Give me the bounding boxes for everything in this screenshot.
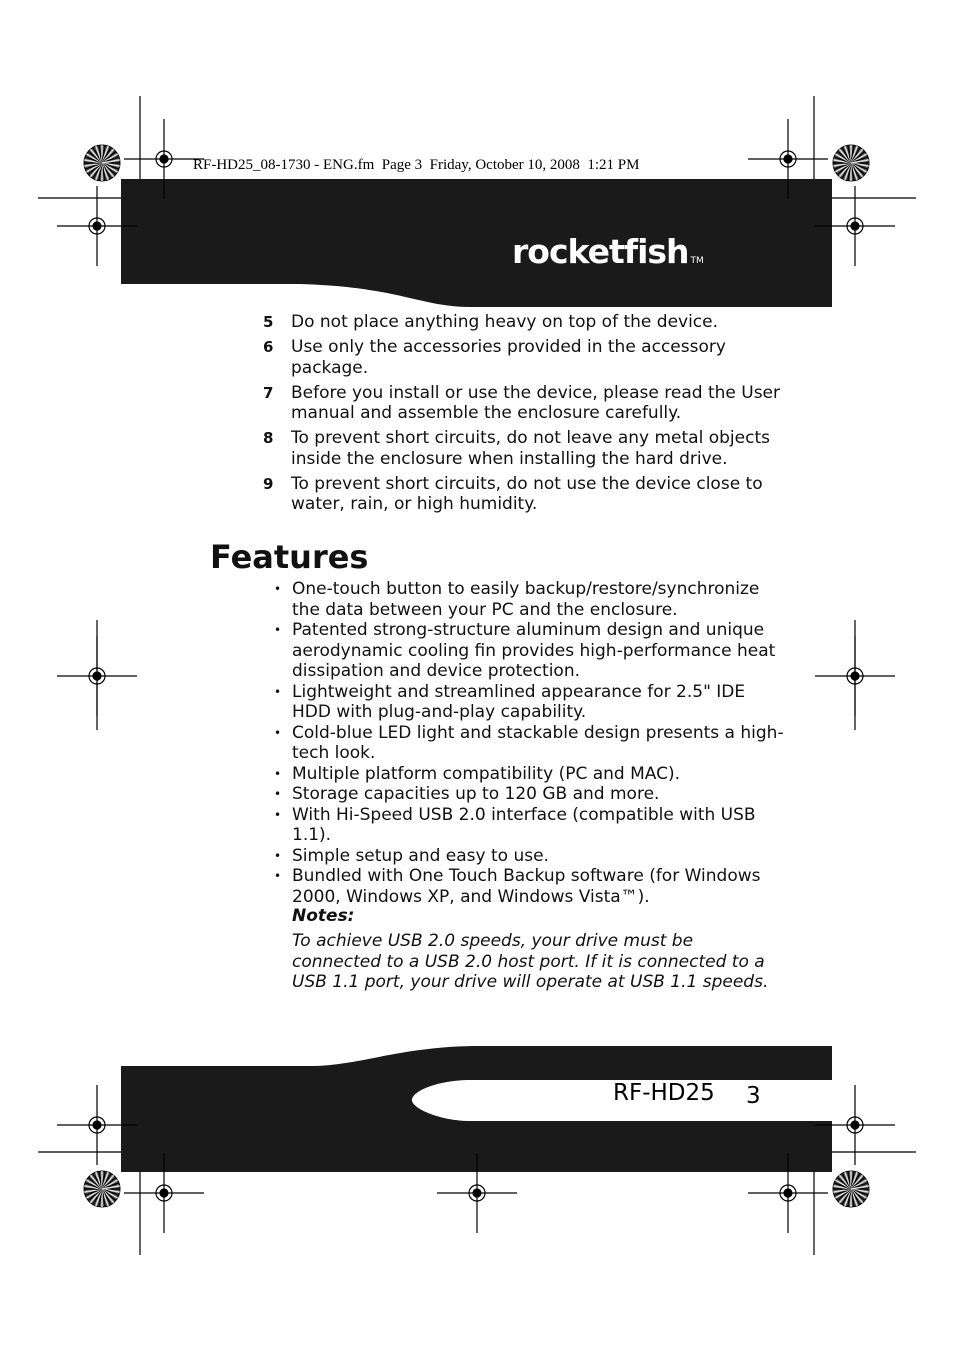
safety-item [263,383,783,424]
safety-item [263,312,783,333]
safety-item [263,474,783,515]
feature-item [274,620,784,682]
feature-text: Patented strong-structure aluminum design and unique aerodynamic cooling fin provides high-performance heat dissipation and device protection. [292,620,776,681]
safety-instructions-list [263,312,783,519]
item-text: Do not place anything heavy on top of the device. [291,312,719,332]
feature-text: Cold-blue LED light and stackable design presents a high-tech look. [292,722,784,763]
notes-text: To achieve USB 2.0 speeds, your drive must be connected to a USB 2.0 host port. If it is connected to a USB 1.1 port, your drive will operate at USB 1.1 speeds. [292,931,769,992]
bullet-icon: • [274,869,282,883]
bullet-icon: • [274,807,282,822]
feature-item [274,682,784,723]
feature-item [274,764,784,785]
item-text: To prevent short circuits, do not leave any metal objects inside the enclosure when installing the hard drive. [291,428,770,469]
bullet-icon: • [274,848,282,863]
feature-item [274,846,784,867]
item-number: 8 [263,429,274,447]
bullet-icon: • [274,787,282,801]
features-heading: Features [210,538,369,576]
bullet-icon: • [274,582,282,596]
rocketfish-logo: rocketfish TM [512,232,704,271]
item-number: 7 [263,383,274,402]
bullet-icon: • [274,725,282,740]
features-list [274,579,784,907]
item-number: 6 [263,338,274,356]
feature-text: Simple setup and easy to use. [292,845,549,866]
print-slug-line: RF-HD25_08-1730 - ENG.fm Page 3 Friday, October 10, 2008 1:21 PM [193,157,640,173]
feature-text: One-touch button to easily backup/restore/synchronize the data between your PC and the enclosure. [292,579,760,620]
notes-label: Notes: [292,906,355,926]
feature-text: Multiple platform compatibility (PC and MAC). [292,763,681,784]
feature-item [274,784,784,805]
feature-text: With Hi-Speed USB 2.0 interface (compatible with USB 1.1). [292,804,756,845]
item-number: 5 [263,313,274,331]
footer-model-name: RF-HD25 [613,1080,715,1106]
bullet-icon: • [274,766,282,781]
item-text: Before you install or use the device, please read the User manual and assemble the enclosure carefully. [291,382,780,423]
item-text: To prevent short circuits, do not use the device close to water, rain, or high humidity. [291,473,763,514]
feature-item [274,579,784,620]
feature-text: Lightweight and streamlined appearance for 2.5" IDE HDD with plug-and-play capability. [292,681,746,722]
safety-item [263,428,783,469]
safety-item [263,337,783,378]
feature-item [274,723,784,764]
header-band [121,179,832,307]
feature-item [274,866,784,907]
feature-item [274,805,784,846]
item-number: 9 [263,474,274,493]
feature-text: Storage capacities up to 120 GB and more. [292,784,660,804]
page-number: 3 [746,1083,761,1109]
bullet-icon: • [274,684,282,699]
feature-text: Bundled with One Touch Backup software (for Windows 2000, Windows XP, and Windows Vista™). [292,866,761,907]
item-text: Use only the accessories provided in the accessory package. [291,337,726,378]
bullet-icon: • [274,623,282,637]
